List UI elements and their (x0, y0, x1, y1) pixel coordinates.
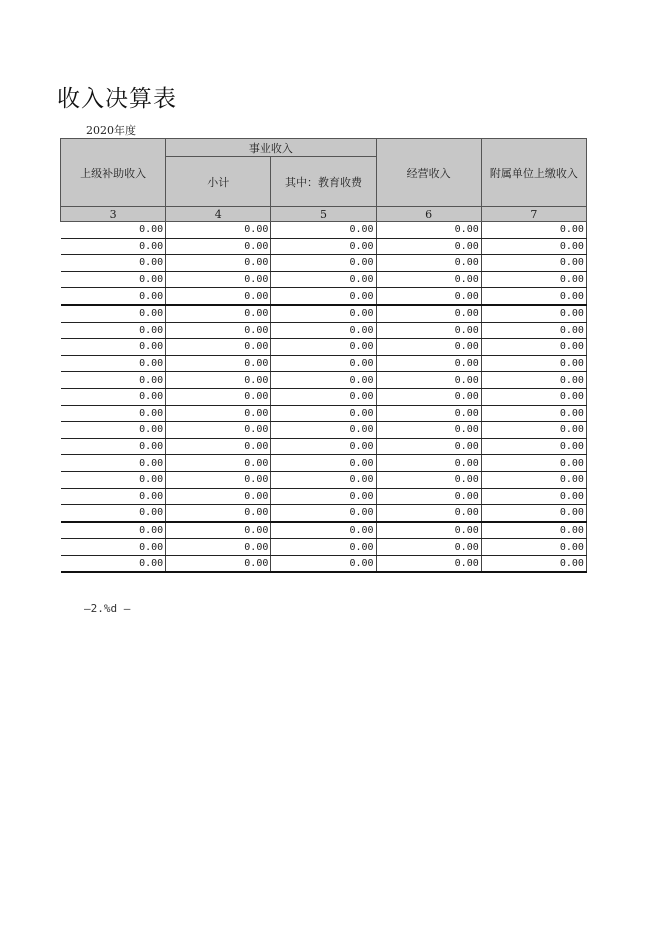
table-cell: 0.00 (271, 339, 376, 356)
table-cell: 0.00 (481, 539, 586, 556)
table-cell: 0.00 (271, 455, 376, 472)
table-cell: 0.00 (166, 271, 271, 288)
table-cell: 0.00 (271, 438, 376, 455)
table-header (61, 139, 587, 222)
table-cell: 0.00 (271, 505, 376, 522)
header-education-fees: 其中：教育收费 (271, 157, 376, 207)
table-cell: 0.00 (61, 255, 166, 272)
table-cell: 0.00 (61, 271, 166, 288)
table-cell: 0.00 (481, 438, 586, 455)
table-row (61, 271, 587, 288)
table-cell: 0.00 (376, 405, 481, 422)
table-cell: 0.00 (271, 539, 376, 556)
table-cell: 0.00 (481, 455, 586, 472)
table-cell: 0.00 (271, 271, 376, 288)
report-year: 2020年度 (86, 124, 136, 137)
header-business-income-group: 事业收入 (166, 139, 376, 157)
table-row (61, 222, 587, 239)
header-operating-income: 经营收入 (376, 139, 481, 207)
table-cell: 0.00 (376, 238, 481, 255)
table-cell: 0.00 (271, 372, 376, 389)
table-cell: 0.00 (166, 372, 271, 389)
table-cell: 0.00 (376, 455, 481, 472)
table-cell: 0.00 (481, 422, 586, 439)
table-cell: 0.00 (376, 505, 481, 522)
table-cell: 0.00 (376, 422, 481, 439)
table-cell: 0.00 (376, 471, 481, 488)
table-cell: 0.00 (481, 505, 586, 522)
table-row (61, 339, 587, 356)
table-cell: 0.00 (481, 522, 586, 539)
table-cell: 0.00 (61, 505, 166, 522)
table-cell: 0.00 (481, 471, 586, 488)
table-cell: 0.00 (61, 522, 166, 539)
table-cell: 0.00 (61, 455, 166, 472)
table-cell: 0.00 (481, 322, 586, 339)
table-row (61, 505, 587, 522)
table-cell: 0.00 (271, 405, 376, 422)
header-superior-subsidy: 上级补助收入 (61, 139, 166, 207)
table-row (61, 555, 587, 572)
table-cell: 0.00 (376, 222, 481, 239)
table-cell: 0.00 (61, 438, 166, 455)
table-cell: 0.00 (481, 355, 586, 372)
table-cell: 0.00 (271, 522, 376, 539)
table-cell: 0.00 (61, 322, 166, 339)
table-cell: 0.00 (481, 288, 586, 305)
table-cell: 0.00 (271, 422, 376, 439)
table-cell: 0.00 (166, 339, 271, 356)
table-cell: 0.00 (166, 238, 271, 255)
table-row (61, 305, 587, 322)
table-cell: 0.00 (61, 471, 166, 488)
table-cell: 0.00 (166, 322, 271, 339)
table-cell: 0.00 (376, 322, 481, 339)
table-cell: 0.00 (61, 372, 166, 389)
table-row (61, 422, 587, 439)
table-cell: 0.00 (166, 471, 271, 488)
table-cell: 0.00 (61, 238, 166, 255)
table-cell: 0.00 (271, 305, 376, 322)
table-cell: 0.00 (376, 255, 481, 272)
table-row (61, 539, 587, 556)
table-cell: 0.00 (61, 305, 166, 322)
table-cell: 0.00 (271, 471, 376, 488)
header-subtotal: 小计 (166, 157, 271, 207)
page-footer: —2.%d — (84, 602, 131, 615)
table-cell: 0.00 (271, 355, 376, 372)
table-cell: 0.00 (481, 488, 586, 505)
table-cell: 0.00 (376, 372, 481, 389)
table-cell: 0.00 (166, 505, 271, 522)
table-row (61, 471, 587, 488)
table-cell: 0.00 (376, 288, 481, 305)
table-cell: 0.00 (61, 539, 166, 556)
table-cell: 0.00 (166, 488, 271, 505)
table-cell: 0.00 (481, 405, 586, 422)
table-cell: 0.00 (271, 388, 376, 405)
column-number: 4 (166, 207, 271, 222)
table-row (61, 322, 587, 339)
table-cell: 0.00 (166, 555, 271, 572)
table-cell: 0.00 (166, 255, 271, 272)
table-cell: 0.00 (481, 388, 586, 405)
column-number: 7 (481, 207, 586, 222)
table-row (61, 455, 587, 472)
table-cell: 0.00 (61, 339, 166, 356)
table-cell: 0.00 (271, 322, 376, 339)
table-cell: 0.00 (61, 555, 166, 572)
header-affiliated-unit-income: 附属单位上缴收入 (481, 139, 586, 207)
table-cell: 0.00 (481, 339, 586, 356)
table-cell: 0.00 (166, 388, 271, 405)
table-row (61, 288, 587, 305)
table-cell: 0.00 (376, 305, 481, 322)
income-table (60, 138, 587, 573)
table-cell: 0.00 (61, 405, 166, 422)
table-cell: 0.00 (61, 222, 166, 239)
table-cell: 0.00 (166, 305, 271, 322)
table-cell: 0.00 (376, 539, 481, 556)
table-cell: 0.00 (271, 238, 376, 255)
column-number: 3 (61, 207, 166, 222)
table-cell: 0.00 (376, 355, 481, 372)
table-cell: 0.00 (376, 555, 481, 572)
table-cell: 0.00 (166, 222, 271, 239)
table-row (61, 405, 587, 422)
table-cell: 0.00 (166, 355, 271, 372)
table-cell: 0.00 (166, 288, 271, 305)
table-cell: 0.00 (481, 255, 586, 272)
table-cell: 0.00 (481, 222, 586, 239)
table-cell: 0.00 (61, 288, 166, 305)
table-cell: 0.00 (271, 222, 376, 239)
table-row (61, 488, 587, 505)
column-number: 5 (271, 207, 376, 222)
table-cell: 0.00 (376, 339, 481, 356)
table-cell: 0.00 (271, 488, 376, 505)
table-cell: 0.00 (166, 522, 271, 539)
table-cell: 0.00 (166, 422, 271, 439)
table-row (61, 238, 587, 255)
table-cell: 0.00 (166, 405, 271, 422)
table-cell: 0.00 (61, 388, 166, 405)
table-cell: 0.00 (61, 488, 166, 505)
table-cell: 0.00 (481, 555, 586, 572)
table-cell: 0.00 (271, 555, 376, 572)
table-cell: 0.00 (271, 255, 376, 272)
table-body (61, 222, 587, 573)
table-row (61, 388, 587, 405)
table-cell: 0.00 (376, 271, 481, 288)
table-row (61, 522, 587, 539)
report-title: 收入决算表 (57, 86, 177, 112)
table-row (61, 438, 587, 455)
table-row (61, 355, 587, 372)
column-number: 6 (376, 207, 481, 222)
table-cell: 0.00 (376, 488, 481, 505)
table-cell: 0.00 (376, 388, 481, 405)
table-cell: 0.00 (481, 305, 586, 322)
table-row (61, 255, 587, 272)
table-cell: 0.00 (61, 422, 166, 439)
table-cell: 0.00 (166, 455, 271, 472)
table-cell: 0.00 (376, 438, 481, 455)
table-cell: 0.00 (481, 372, 586, 389)
column-number-row (61, 207, 587, 222)
table-cell: 0.00 (166, 438, 271, 455)
table-cell: 0.00 (61, 355, 166, 372)
table-cell: 0.00 (481, 271, 586, 288)
table-cell: 0.00 (166, 539, 271, 556)
table-cell: 0.00 (481, 238, 586, 255)
table-cell: 0.00 (376, 522, 481, 539)
table-cell: 0.00 (271, 288, 376, 305)
table-row (61, 372, 587, 389)
